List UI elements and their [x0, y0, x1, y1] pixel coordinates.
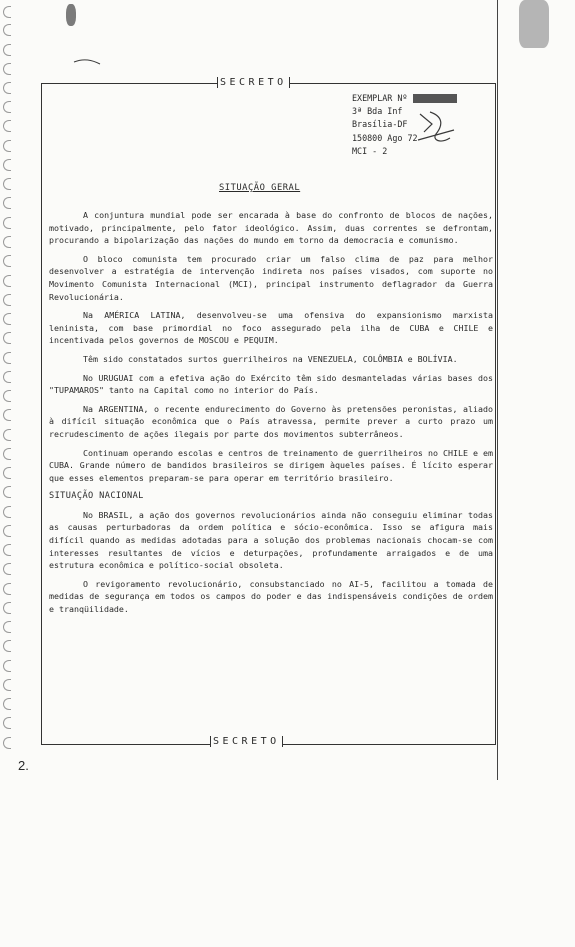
classification-top: SECRETO	[217, 77, 290, 88]
redaction-mark	[413, 94, 457, 103]
page-edge-line	[497, 0, 498, 780]
paragraph: No URUGUAI com a efetiva ação do Exército têm sido desmanteladas várias bases dos "TUPAMAROS" tanto na Capital como no interior do País.	[49, 372, 493, 396]
paragraph: Têm sido constatados surtos guerrilheiros na VENEZUELA, COLÔMBIA e BOLÍVIA.	[83, 353, 458, 364]
reference-line: MCI - 2	[352, 145, 388, 156]
document-body	[49, 209, 493, 622]
paragraph: Na ARGENTINA, o recente endurecimento do Governo às pretensões peronistas, aliado à difícil situação econômica que o País atravessa, permite prever a curto prazo um recrudescimento de ações ilegais por parte dos movimentos subterrâneos.	[49, 403, 493, 439]
paragraph: A conjuntura mundial pode ser encarada à base do confronto de blocos de nações, motivado, principalmente, pelo fator ideológico. Assim, duas correntes se defrontam, procurando a bipolarização das nações do mundo em torno da democracia e comunismo.	[49, 210, 493, 246]
scan-smudge	[519, 0, 549, 48]
section-title: SITUAÇÃO GERAL	[219, 183, 301, 193]
binder-holes	[3, 0, 15, 760]
page-number: 2.	[18, 758, 29, 773]
paragraph: O bloco comunista tem procurado criar um falso clima de paz para melhor desenvolver a estratégia de intervenção indireta nos países visados, com suporte no Movimento Comunista Internacional (MCI), principal instrumento deflagrador da Guerra Revolucionária.	[49, 253, 493, 302]
paragraph: Na AMÉRICA LATINA, desenvolveu-se uma ofensiva do expansionismo marxista leninista, com base primordial no foco assegurado pela ilha de CUBA e CHILE e incentivada pelos governos de MOSCOU e PEQUIM.	[49, 310, 493, 346]
national-heading: SITUAÇÃO NACIONAL	[49, 491, 144, 502]
scan-smudge	[66, 4, 76, 26]
exemplar-label: EXEMPLAR Nº	[352, 93, 408, 103]
unit-line: 3ª Bda Inf	[352, 106, 403, 117]
paragraph: O revigoramento revolucionário, consubstanciado no AI-5, facilitou a tomada de medidas de segurança em todos os campos do poder e das indispensáveis condições de ordem e tranqüilidade.	[49, 578, 493, 615]
classification-bottom: SECRETO	[210, 736, 283, 747]
date-line: 150800 Ago 72	[352, 132, 418, 143]
pen-mark	[72, 52, 102, 66]
paragraph: Continuam operando escolas e centros de treinamento de guerrilheiros no CHILE e em CUBA. Grande número de bandidos brasileiros se dirigem àqueles países. É lícito esperar que esses elementos preparam-se para operar em território brasileiro.	[49, 447, 493, 483]
paragraph: No BRASIL, a ação dos governos revolucionários ainda não conseguiu eliminar todas as causas perturbadoras da ordem política e sócio-econômica. Isso se afigura mais difícil quando as medidas adotadas para a solução dos problemas nacionais chocam-se com interesses resultantes de vícios e deturpações, profundamente arraigados e de uma estrutura econômica e político-social obsoleta.	[49, 509, 493, 571]
place-line: Brasília-DF	[352, 119, 408, 130]
handwritten-annotation	[410, 104, 460, 150]
